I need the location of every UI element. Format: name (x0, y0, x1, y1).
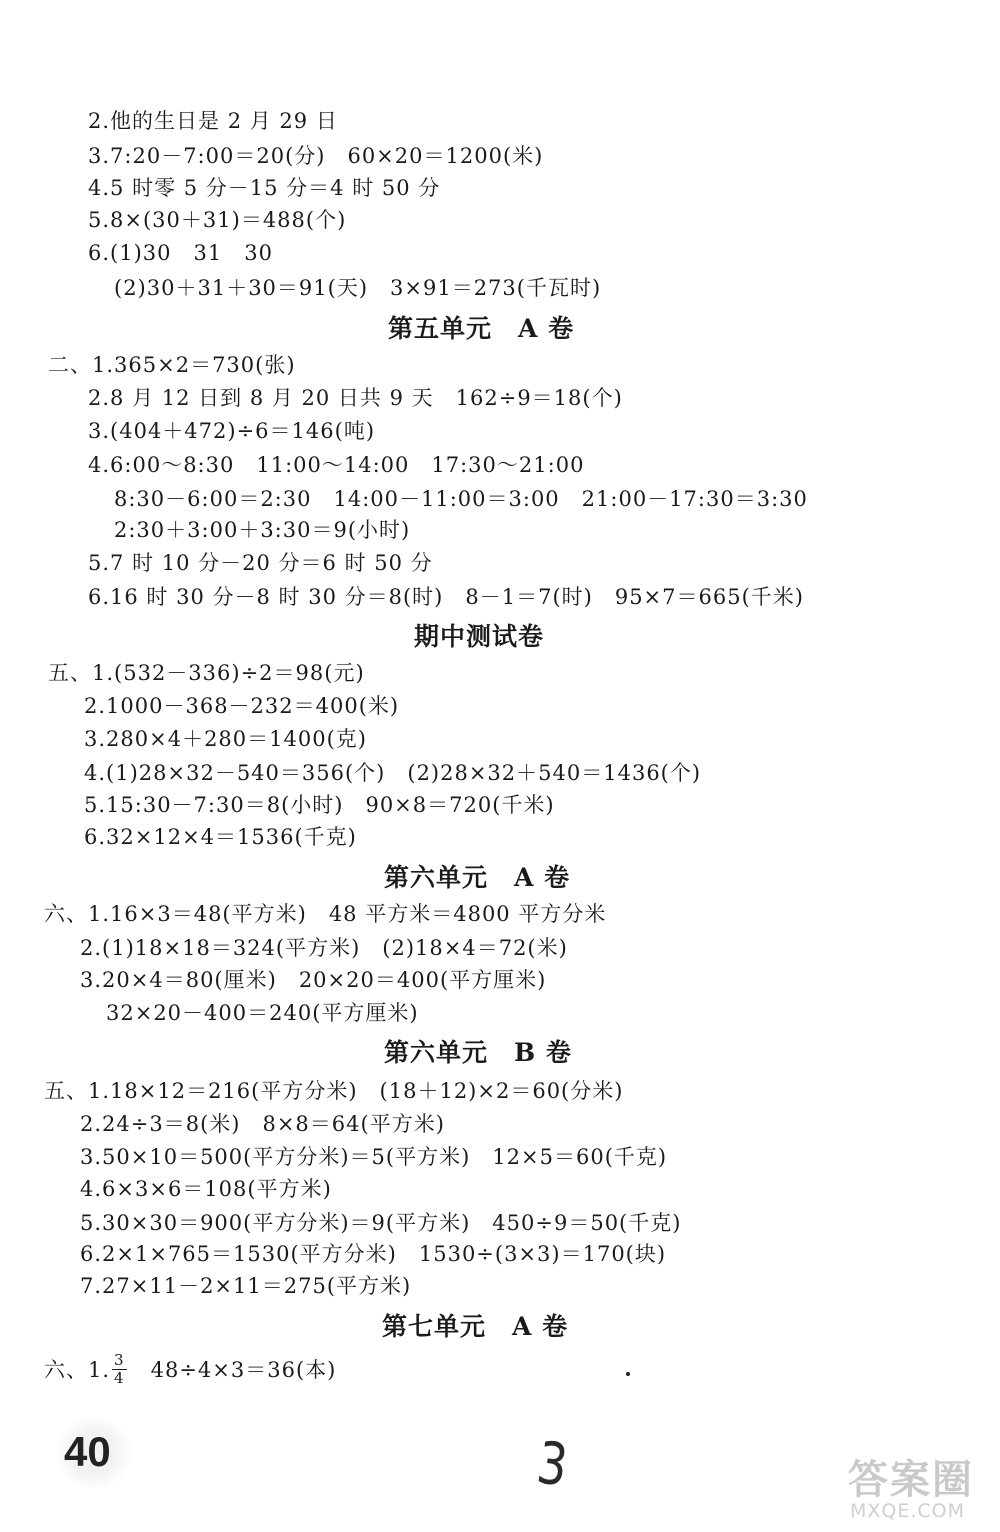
answer-line: 2.(1)18×18＝324(平方米) (2)18×4＝72(米) (80, 936, 568, 960)
fraction-denominator: 4 (114, 1369, 125, 1387)
answer-line: 5.30×30＝900(平方分米)＝9(平方米) 450÷9＝50(千克) (80, 1211, 682, 1235)
answer-line: 3.7:20－7:00＝20(分) 60×20＝1200(米) (88, 144, 544, 168)
answer-line: 2.1000－368－232＝400(米) (84, 694, 400, 718)
answer-line: 3.280×4＋280＝1400(克) (84, 727, 367, 751)
handwritten-mark: 3 (533, 1428, 572, 1500)
answer-line: 五、1.(532－336)÷2＝98(元) (48, 661, 365, 685)
answer-line: 六、1.16×3＝48(平方米) 48 平方米＝4800 平方分米 (44, 902, 607, 926)
answer-line: 5.7 时 10 分－20 分＝6 时 50 分 (88, 551, 433, 575)
answer-line: 6.2×1×765＝1530(平方分米) 1530÷(3×3)＝170(块) (80, 1242, 667, 1266)
page-number: 40 (64, 1428, 111, 1475)
answer-line: 32×20－400＝240(平方厘米) (106, 1001, 419, 1025)
answer-line: 6.(1)30 31 30 (88, 241, 273, 265)
answer-line: 3.(404＋472)÷6＝146(吨) (88, 419, 376, 443)
answer-line: 4.(1)28×32－540＝356(个) (2)28×32＋540＝1436(个) (84, 761, 702, 785)
answer-line: (2)30＋31＋30＝91(天) 3×91＝273(千瓦时) (114, 276, 602, 300)
section-heading: 第七单元 A 卷 (382, 1312, 569, 1341)
answer-rest: 48÷4×3＝36(本) (150, 1358, 337, 1382)
watermark-title: 答案圈 (848, 1457, 974, 1503)
answer-prefix: 六、1. (44, 1358, 111, 1382)
answer-line: 2.他的生日是 2 月 29 日 (88, 109, 338, 133)
answer-line: 二、1.365×2＝730(张) (48, 353, 296, 377)
answer-line: 8:30－6:00＝2:30 14:00－11:00＝3:00 21:00－17:30＝3:30 (114, 487, 808, 511)
section-heading: 第六单元 B 卷 (384, 1038, 572, 1067)
fraction-numerator: 3 (114, 1351, 125, 1369)
answer-line: 3.20×4＝80(厘米) 20×20＝400(平方厘米) (80, 968, 547, 992)
answer-line: 6.32×12×4＝1536(千克) (84, 825, 357, 849)
answer-line: 5.15:30－7:30＝8(小时) 90×8＝720(千米) (84, 793, 555, 817)
answer-line: 4.6×3×6＝108(平方米) (80, 1177, 332, 1201)
answer-line: 5.8×(30＋31)＝488(个) (88, 208, 347, 232)
answer-line: 4.5 时零 5 分－15 分＝4 时 50 分 (88, 176, 441, 200)
answer-line: 6.16 时 30 分－8 时 30 分＝8(时) 8－1＝7(时) 95×7＝665(千米) (88, 585, 804, 609)
watermark-url: MXQE.COM (850, 1500, 966, 1522)
fraction (112, 1352, 127, 1387)
answer-line: 五、1.18×12＝216(平方分米) (18＋12)×2＝60(分米) (44, 1079, 624, 1103)
answer-line: 4.6:00～8:30 11:00～14:00 17:30～21:00 (88, 453, 585, 477)
answer-line: 2.8 月 12 日到 8 月 20 日共 9 天 162÷9＝18(个) (88, 386, 623, 410)
answer-line: 2.24÷3＝8(米) 8×8＝64(平方米) (80, 1112, 445, 1136)
section-heading: 第五单元 A 卷 (388, 314, 575, 343)
answer-line: 2:30＋3:00＋3:30＝9(小时) (114, 518, 411, 542)
section-heading: 第六单元 A 卷 (384, 863, 571, 892)
answer-line: 7.27×11－2×11＝275(平方米) (80, 1274, 412, 1298)
ink-dot (626, 1372, 630, 1376)
watermark-logo (848, 1448, 994, 1530)
section-heading: 期中测试卷 (414, 622, 545, 651)
answer-line: 3.50×10＝500(平方分米)＝5(平方米) 12×5＝60(千克) (80, 1145, 668, 1169)
answer-line-with-fraction (44, 1351, 337, 1389)
